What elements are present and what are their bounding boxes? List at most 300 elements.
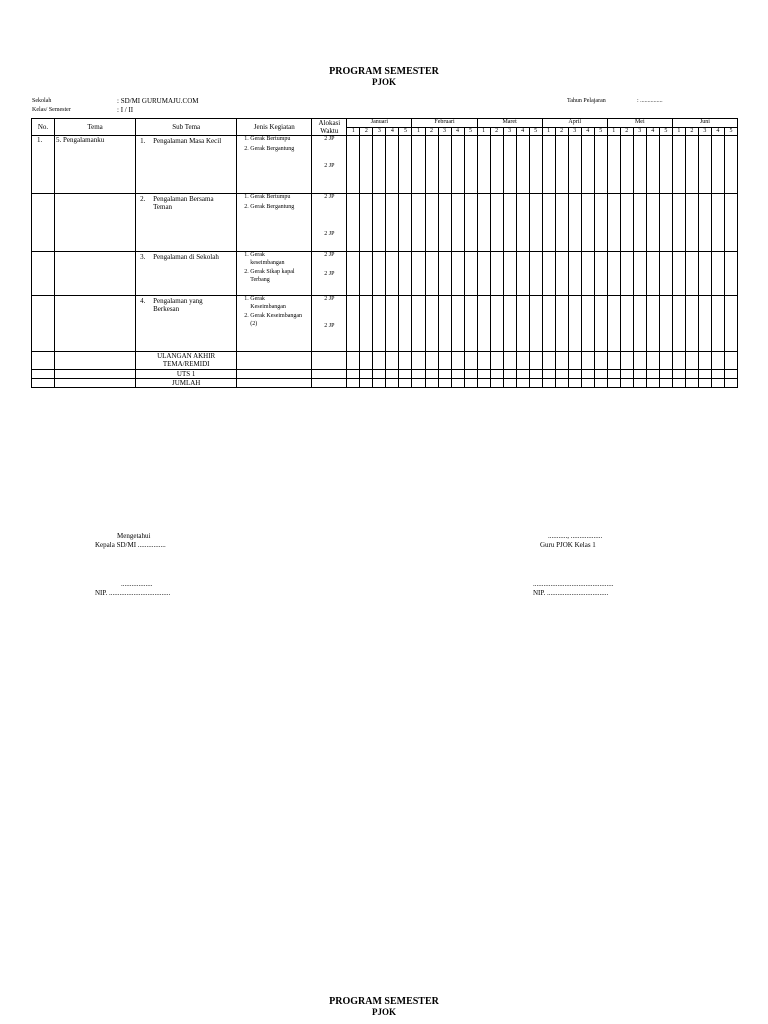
empty-cell bbox=[425, 352, 438, 370]
week-header: 3 bbox=[503, 128, 516, 136]
month-header: Juni bbox=[672, 119, 737, 128]
row-subtema bbox=[136, 194, 237, 252]
kegiatan-item-label: Gerak Keseimbangan bbox=[250, 296, 286, 310]
week-cell bbox=[607, 252, 620, 296]
summary-label: UTS 1 bbox=[136, 370, 237, 379]
empty-cell bbox=[581, 370, 594, 379]
jp-value: 2 JP bbox=[324, 271, 335, 277]
week-header: 3 bbox=[373, 128, 386, 136]
kepala-nip: NIP. ................................... bbox=[95, 589, 171, 597]
empty-cell bbox=[529, 352, 542, 370]
week-cell bbox=[594, 136, 607, 194]
month-header: Februari bbox=[412, 119, 477, 128]
guru-name-line: .............................................. bbox=[533, 580, 614, 588]
empty-cell bbox=[620, 379, 633, 388]
table-row bbox=[32, 296, 738, 352]
row-tema: 5. Pengalamanku bbox=[55, 136, 136, 194]
week-cell bbox=[360, 136, 373, 194]
week-cell bbox=[698, 194, 711, 252]
week-cell bbox=[399, 296, 412, 352]
kegiatan-item-label: Gerak Bergantung bbox=[250, 203, 295, 210]
week-cell bbox=[529, 296, 542, 352]
empty-cell bbox=[646, 379, 659, 388]
empty-cell bbox=[32, 379, 55, 388]
week-cell bbox=[633, 296, 646, 352]
week-header: 3 bbox=[698, 128, 711, 136]
week-cell bbox=[373, 194, 386, 252]
week-cell bbox=[425, 252, 438, 296]
empty-cell bbox=[438, 370, 451, 379]
empty-cell bbox=[529, 370, 542, 379]
place-date-line: ..........., .................. bbox=[548, 532, 603, 540]
week-header: 2 bbox=[360, 128, 373, 136]
week-cell bbox=[542, 252, 555, 296]
week-header: 4 bbox=[516, 128, 529, 136]
subtema-label: Pengalaman Masa Kecil bbox=[153, 137, 222, 145]
empty-cell bbox=[237, 352, 312, 370]
week-cell bbox=[529, 194, 542, 252]
week-header: 1 bbox=[412, 128, 425, 136]
empty-cell bbox=[438, 379, 451, 388]
empty-cell bbox=[581, 352, 594, 370]
week-cell bbox=[711, 252, 724, 296]
week-cell bbox=[672, 194, 685, 252]
week-cell bbox=[659, 252, 672, 296]
empty-cell bbox=[451, 352, 464, 370]
empty-cell bbox=[555, 379, 568, 388]
subtema-label: Pengalaman Bersama Teman bbox=[153, 195, 214, 211]
week-cell bbox=[620, 194, 633, 252]
table-row bbox=[32, 252, 738, 296]
week-header: 5 bbox=[399, 128, 412, 136]
week-cell bbox=[373, 296, 386, 352]
row-alokasi bbox=[312, 296, 347, 352]
subtema-number: 1. bbox=[140, 137, 146, 145]
month-header: April bbox=[542, 119, 607, 128]
week-cell bbox=[386, 252, 399, 296]
table-row bbox=[32, 136, 738, 194]
week-header: 3 bbox=[438, 128, 451, 136]
empty-cell bbox=[685, 370, 698, 379]
empty-cell bbox=[312, 370, 347, 379]
week-header: 3 bbox=[568, 128, 581, 136]
kegiatan-item bbox=[250, 252, 294, 267]
week-cell bbox=[412, 194, 425, 252]
empty-cell bbox=[711, 379, 724, 388]
week-header: 5 bbox=[724, 128, 737, 136]
header-alokasi-waktu: Alokasi Waktu bbox=[312, 119, 347, 136]
week-cell bbox=[360, 252, 373, 296]
week-cell bbox=[659, 136, 672, 194]
kepala-sekolah-label: Kepala SD/MI ................ bbox=[95, 541, 166, 549]
subtema-label: Pengalaman yang Berkesan bbox=[153, 297, 203, 313]
empty-cell bbox=[477, 379, 490, 388]
week-cell bbox=[581, 136, 594, 194]
summary-row bbox=[32, 379, 738, 388]
week-cell bbox=[347, 252, 360, 296]
empty-cell bbox=[464, 352, 477, 370]
kegiatan-item bbox=[250, 136, 294, 144]
header-subtema: Sub Tema bbox=[136, 119, 237, 136]
week-header: 4 bbox=[711, 128, 724, 136]
week-header: 5 bbox=[659, 128, 672, 136]
week-cell bbox=[529, 136, 542, 194]
row-jenis-kegiatan bbox=[237, 194, 312, 252]
week-cell bbox=[451, 136, 464, 194]
week-cell bbox=[529, 252, 542, 296]
subtema-number: 4. bbox=[140, 297, 146, 305]
week-header: 3 bbox=[633, 128, 646, 136]
week-cell bbox=[490, 296, 503, 352]
table-row bbox=[32, 194, 738, 252]
week-cell bbox=[568, 136, 581, 194]
empty-cell bbox=[724, 370, 737, 379]
week-cell bbox=[620, 136, 633, 194]
week-cell bbox=[412, 252, 425, 296]
week-cell bbox=[594, 252, 607, 296]
empty-cell bbox=[685, 352, 698, 370]
week-cell bbox=[438, 194, 451, 252]
empty-cell bbox=[646, 370, 659, 379]
kegiatan-item-label: Gerak Bergantung bbox=[250, 145, 295, 152]
kegiatan-item-label: Gerak keseimbangan bbox=[250, 252, 285, 266]
empty-cell bbox=[32, 370, 55, 379]
week-cell bbox=[581, 252, 594, 296]
empty-cell bbox=[55, 379, 136, 388]
empty-cell bbox=[237, 370, 312, 379]
week-cell bbox=[711, 296, 724, 352]
week-cell bbox=[386, 296, 399, 352]
row-tema bbox=[55, 194, 136, 252]
empty-cell bbox=[516, 370, 529, 379]
week-cell bbox=[555, 194, 568, 252]
empty-cell bbox=[698, 379, 711, 388]
week-cell bbox=[412, 296, 425, 352]
empty-cell bbox=[503, 352, 516, 370]
week-cell bbox=[425, 136, 438, 194]
jp-value: 2 JP bbox=[324, 136, 335, 142]
week-cell bbox=[399, 252, 412, 296]
summary-row bbox=[32, 352, 738, 370]
week-cell bbox=[633, 194, 646, 252]
week-cell bbox=[672, 296, 685, 352]
empty-cell bbox=[568, 352, 581, 370]
week-cell bbox=[646, 296, 659, 352]
week-cell bbox=[607, 194, 620, 252]
week-cell bbox=[685, 252, 698, 296]
week-cell bbox=[711, 136, 724, 194]
week-cell bbox=[425, 296, 438, 352]
week-cell bbox=[685, 296, 698, 352]
row-jenis-kegiatan bbox=[237, 136, 312, 194]
empty-cell bbox=[464, 370, 477, 379]
empty-cell bbox=[724, 352, 737, 370]
week-cell bbox=[386, 136, 399, 194]
empty-cell bbox=[373, 370, 386, 379]
empty-cell bbox=[646, 352, 659, 370]
summary-label: ULANGAN AKHIR TEMA/REMIDI bbox=[136, 352, 237, 370]
empty-cell bbox=[399, 370, 412, 379]
empty-cell bbox=[399, 379, 412, 388]
program-semester-table bbox=[31, 118, 738, 388]
row-jenis-kegiatan bbox=[237, 252, 312, 296]
empty-cell bbox=[477, 352, 490, 370]
week-header: 4 bbox=[581, 128, 594, 136]
week-cell bbox=[360, 296, 373, 352]
empty-cell bbox=[373, 379, 386, 388]
week-cell bbox=[438, 136, 451, 194]
empty-cell bbox=[360, 379, 373, 388]
empty-cell bbox=[386, 379, 399, 388]
empty-cell bbox=[347, 379, 360, 388]
week-cell bbox=[672, 252, 685, 296]
row-no bbox=[32, 194, 55, 252]
sekolah-value: : SD/MI GURUMAJU.COM bbox=[117, 97, 199, 105]
empty-cell bbox=[373, 352, 386, 370]
week-cell bbox=[633, 252, 646, 296]
empty-cell bbox=[386, 370, 399, 379]
empty-cell bbox=[659, 352, 672, 370]
week-cell bbox=[425, 194, 438, 252]
week-header: 2 bbox=[425, 128, 438, 136]
week-cell bbox=[464, 296, 477, 352]
empty-cell bbox=[516, 379, 529, 388]
empty-cell bbox=[347, 370, 360, 379]
week-cell bbox=[607, 296, 620, 352]
week-cell bbox=[568, 296, 581, 352]
jp-value: 2 JP bbox=[324, 163, 335, 169]
empty-cell bbox=[412, 352, 425, 370]
week-cell bbox=[659, 296, 672, 352]
week-cell bbox=[503, 194, 516, 252]
empty-cell bbox=[659, 370, 672, 379]
next-page-title: PROGRAM SEMESTER bbox=[329, 996, 439, 1007]
empty-cell bbox=[438, 352, 451, 370]
week-cell bbox=[464, 194, 477, 252]
week-cell bbox=[490, 194, 503, 252]
week-cell bbox=[685, 136, 698, 194]
empty-cell bbox=[581, 379, 594, 388]
row-no bbox=[32, 252, 55, 296]
week-cell bbox=[685, 194, 698, 252]
tahun-label: Tahun Pelajaran bbox=[567, 98, 606, 104]
week-cell bbox=[581, 296, 594, 352]
week-cell bbox=[347, 194, 360, 252]
empty-cell bbox=[620, 352, 633, 370]
empty-cell bbox=[490, 379, 503, 388]
week-header: 1 bbox=[672, 128, 685, 136]
kegiatan-item bbox=[250, 146, 302, 154]
empty-cell bbox=[659, 379, 672, 388]
week-cell bbox=[594, 194, 607, 252]
week-cell bbox=[724, 296, 737, 352]
empty-cell bbox=[347, 352, 360, 370]
jp-value: 2 JP bbox=[324, 296, 335, 302]
empty-cell bbox=[607, 370, 620, 379]
week-cell bbox=[503, 252, 516, 296]
week-cell bbox=[672, 136, 685, 194]
row-alokasi bbox=[312, 136, 347, 194]
week-cell bbox=[581, 194, 594, 252]
week-header: 5 bbox=[594, 128, 607, 136]
row-jenis-kegiatan bbox=[237, 296, 312, 352]
kelas-label: Kelas/ Semester bbox=[32, 107, 71, 113]
row-subtema bbox=[136, 136, 237, 194]
week-cell bbox=[412, 136, 425, 194]
week-header: 4 bbox=[386, 128, 399, 136]
week-header: 2 bbox=[620, 128, 633, 136]
subtema-number: 3. bbox=[140, 253, 146, 261]
week-cell bbox=[698, 296, 711, 352]
tahun-value: : ............... bbox=[637, 98, 663, 104]
month-header: Maret bbox=[477, 119, 542, 128]
week-cell bbox=[568, 194, 581, 252]
empty-cell bbox=[55, 370, 136, 379]
week-cell bbox=[516, 252, 529, 296]
week-header: 1 bbox=[542, 128, 555, 136]
empty-cell bbox=[698, 370, 711, 379]
week-cell bbox=[646, 194, 659, 252]
guru-label: Guru PJOK Kelas 1 bbox=[540, 541, 596, 549]
week-cell bbox=[646, 136, 659, 194]
empty-cell bbox=[711, 370, 724, 379]
empty-cell bbox=[594, 370, 607, 379]
week-header: 4 bbox=[451, 128, 464, 136]
empty-cell bbox=[620, 370, 633, 379]
jp-value: 2 JP bbox=[324, 252, 335, 258]
week-header: 5 bbox=[529, 128, 542, 136]
week-cell bbox=[646, 252, 659, 296]
jp-value: 2 JP bbox=[324, 194, 335, 200]
empty-cell bbox=[555, 370, 568, 379]
month-header: Januari bbox=[347, 119, 412, 128]
empty-cell bbox=[451, 379, 464, 388]
kegiatan-item bbox=[250, 313, 302, 328]
empty-cell bbox=[594, 352, 607, 370]
subtema-label: Pengalaman di Sekolah bbox=[153, 253, 219, 261]
empty-cell bbox=[672, 379, 685, 388]
week-header: 4 bbox=[646, 128, 659, 136]
week-cell bbox=[477, 252, 490, 296]
empty-cell bbox=[412, 379, 425, 388]
kegiatan-item bbox=[250, 204, 302, 212]
week-header: 5 bbox=[464, 128, 477, 136]
kelas-value: : I / II bbox=[117, 106, 134, 114]
row-no: 1. bbox=[32, 136, 55, 194]
empty-cell bbox=[542, 352, 555, 370]
week-cell bbox=[451, 296, 464, 352]
row-tema bbox=[55, 296, 136, 352]
week-cell bbox=[724, 136, 737, 194]
empty-cell bbox=[55, 352, 136, 370]
week-cell bbox=[503, 136, 516, 194]
week-cell bbox=[542, 296, 555, 352]
empty-cell bbox=[490, 352, 503, 370]
subtema-number: 2. bbox=[140, 195, 146, 203]
empty-cell bbox=[685, 379, 698, 388]
week-cell bbox=[464, 136, 477, 194]
empty-cell bbox=[542, 379, 555, 388]
week-cell bbox=[451, 252, 464, 296]
empty-cell bbox=[698, 352, 711, 370]
kegiatan-item-label: Gerak Keseimbangan (2) bbox=[250, 313, 303, 327]
page-subtitle: PJOK bbox=[372, 77, 396, 87]
empty-cell bbox=[425, 370, 438, 379]
week-cell bbox=[516, 296, 529, 352]
month-header: Mei bbox=[607, 119, 672, 128]
mengetahui-label: Mengetahui bbox=[117, 532, 151, 540]
week-cell bbox=[555, 296, 568, 352]
header-row-months bbox=[32, 119, 738, 128]
empty-cell bbox=[711, 352, 724, 370]
week-header: 1 bbox=[477, 128, 490, 136]
empty-cell bbox=[477, 370, 490, 379]
empty-cell bbox=[425, 379, 438, 388]
header-jenis-kegiatan: Jenis Kegiatan bbox=[237, 119, 312, 136]
empty-cell bbox=[568, 379, 581, 388]
week-cell bbox=[373, 252, 386, 296]
week-cell bbox=[399, 136, 412, 194]
week-cell bbox=[477, 194, 490, 252]
week-cell bbox=[724, 194, 737, 252]
kegiatan-item bbox=[250, 194, 294, 202]
week-header: 2 bbox=[490, 128, 503, 136]
empty-cell bbox=[399, 352, 412, 370]
week-cell bbox=[620, 296, 633, 352]
empty-cell bbox=[32, 352, 55, 370]
empty-cell bbox=[607, 379, 620, 388]
sekolah-label: Sekolah bbox=[32, 98, 52, 104]
summary-label: JUMLAH bbox=[136, 379, 237, 388]
kepala-name-line: .................. bbox=[121, 580, 153, 588]
week-header: 2 bbox=[555, 128, 568, 136]
kegiatan-item-label: Gerak Bertumpu bbox=[250, 136, 291, 142]
week-cell bbox=[516, 194, 529, 252]
week-cell bbox=[490, 252, 503, 296]
week-cell bbox=[347, 296, 360, 352]
week-cell bbox=[555, 136, 568, 194]
empty-cell bbox=[237, 379, 312, 388]
week-cell bbox=[568, 252, 581, 296]
empty-cell bbox=[633, 352, 646, 370]
row-alokasi bbox=[312, 194, 347, 252]
empty-cell bbox=[568, 370, 581, 379]
week-cell bbox=[555, 252, 568, 296]
row-subtema bbox=[136, 252, 237, 296]
empty-cell bbox=[360, 352, 373, 370]
week-cell bbox=[516, 136, 529, 194]
week-cell bbox=[373, 136, 386, 194]
empty-cell bbox=[312, 352, 347, 370]
empty-cell bbox=[555, 352, 568, 370]
header-tema: Tema bbox=[55, 119, 136, 136]
header-no: No. bbox=[32, 119, 55, 136]
empty-cell bbox=[724, 379, 737, 388]
empty-cell bbox=[503, 379, 516, 388]
week-cell bbox=[633, 136, 646, 194]
summary-row bbox=[32, 370, 738, 379]
empty-cell bbox=[451, 370, 464, 379]
kegiatan-item-label: Gerak Bertumpu bbox=[250, 194, 291, 200]
row-no bbox=[32, 296, 55, 352]
row-subtema bbox=[136, 296, 237, 352]
row-alokasi bbox=[312, 252, 347, 296]
week-header: 1 bbox=[607, 128, 620, 136]
week-cell bbox=[438, 252, 451, 296]
empty-cell bbox=[672, 370, 685, 379]
week-cell bbox=[399, 194, 412, 252]
week-cell bbox=[698, 252, 711, 296]
